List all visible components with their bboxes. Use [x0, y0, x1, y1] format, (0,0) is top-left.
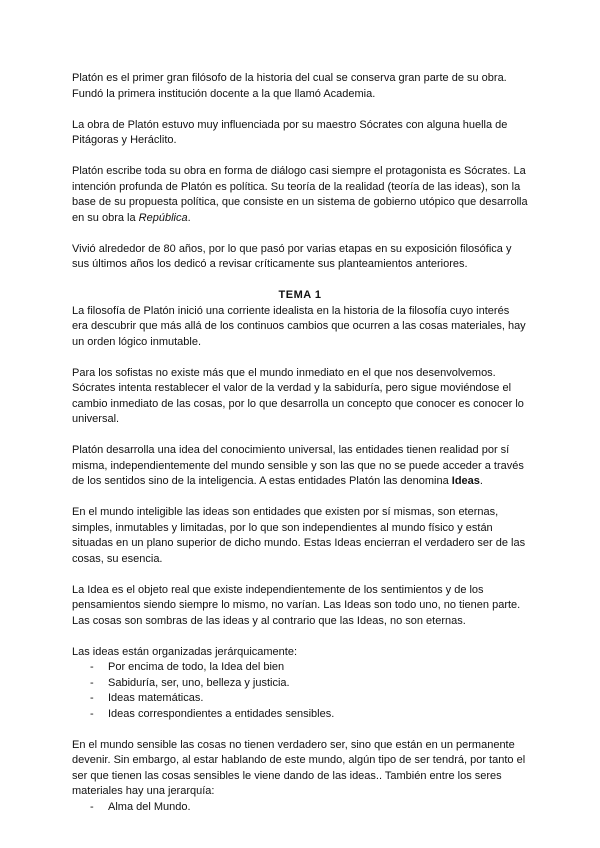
paragraph-dialogues-end: . — [187, 211, 191, 224]
paragraph-influences: La obra de Platón estuvo muy influenciada por su maestro Sócrates con alguna huella de Pitágoras y Heráclito. — [72, 118, 508, 146]
beings-hierarchy-list — [72, 800, 528, 816]
list-item-text: Alma del Mundo. — [108, 800, 191, 813]
list-item-text: Por encima de todo, la Idea del bien — [108, 661, 285, 673]
list-item-text: Ideas correspondientes a entidades sensibles. — [108, 707, 335, 720]
paragraph-dialogues — [72, 164, 528, 226]
paragraph-dialogues-text: Platón escribe toda su obra en forma de diálogo casi siempre el protagonista es Sócrates. La intención profunda de Platón es política. Su teoría de la realidad (teoría de las ideas), son la base de su propuesta política, que consiste en un sistema de gobierno utópico que desarrolla en su obra la — [72, 165, 528, 224]
paragraph-hierarchy-intro: Las ideas están organizadas jerárquicamente: — [72, 645, 298, 658]
list-item — [72, 707, 528, 723]
list-item — [72, 800, 528, 816]
paragraph-universal-knowledge — [72, 443, 528, 490]
paragraph-idealism: La filosofía de Platón inició una corriente idealista en la historia de la filosofía cuyo interés era descubrir que más allá de los continuos cambios que ocurren a las cosas materiales, hay un orden lógico inmutable. — [72, 304, 526, 348]
dash-bullet: - — [90, 707, 94, 720]
list-item-text: Sabiduría, ser, uno, belleza y justicia. — [108, 676, 290, 689]
paragraph-intro: Platón es el primer gran filósofo de la historia del cual se conserva gran parte de su obra. Fundó la primera institución docente a la que llamó Academia. — [72, 72, 507, 100]
paragraph-sophists: Para los sofistas no existe más que el mundo inmediato en el que nos desenvolvemos. Sócrates intenta restablecer el valor de la verdad y la sabiduría, pero sigue moviéndose el cambio inmediato de las cosas, por lo que desarrolla un concepto que conocer es conocer lo universal. — [72, 366, 524, 425]
list-item — [72, 691, 528, 707]
ideas-hierarchy-list — [72, 660, 528, 722]
republica-emphasis: República — [138, 211, 188, 224]
paragraph-intelligible-world: En el mundo inteligible las ideas son entidades que existen por sí mismas, son eternas, simples, inmutables y limitadas, por lo que son independientes al mundo físico y están situadas en un plano superior de dicho mundo. Estas Ideas encierran el verdadero ser de las cosas, su esencia. — [72, 506, 526, 565]
ideas-emphasis: Ideas — [451, 475, 480, 487]
list-item — [72, 660, 528, 676]
dash-bullet: - — [90, 676, 94, 689]
dash-bullet: - — [90, 692, 94, 704]
paragraph-sensible-world: En el mundo sensible las cosas no tienen verdadero ser, sino que están en un permanente devenir. Sin embargo, al estar hablando de este mundo, algún tipo de ser tendrá, por tanto el ser que tienen las cosas sensibles le viene dando de las ideas.. También entre los seres materiales hay una jerarquía: — [72, 738, 526, 797]
paragraph-idea-object: La Idea es el objeto real que existe independientemente de los sentimientos y de los pensamientos siendo siempre lo mismo, no varían. Las Ideas son todo uno, no tienen parte. Las cosas son sombras de las ideas y al contrario que las Ideas, no son eternas. — [72, 583, 521, 627]
list-item — [72, 676, 528, 692]
paragraph-universal-knowledge-end: . — [479, 475, 483, 487]
paragraph-universal-knowledge-text: Platón desarrolla una idea del conocimiento universal, las entidades tienen realidad por sí misma, independientemente del mundo sensible y son las que no se puede acceder a través de los sentidos sino de la inteligencia. A estas entidades Platón las denomina — [72, 444, 524, 487]
list-item-text: Ideas matemáticas. — [108, 692, 204, 704]
section-title: TEMA 1 — [278, 289, 322, 301]
dash-bullet: - — [90, 800, 94, 813]
dash-bullet: - — [90, 661, 94, 673]
document-body — [72, 71, 528, 831]
paragraph-life: Vivió alrededor de 80 años, por lo que pasó por varias etapas en su exposición filosófica y sus últimos años los dedicó a revisar críticamente sus planteamientos anteriores. — [72, 242, 512, 270]
